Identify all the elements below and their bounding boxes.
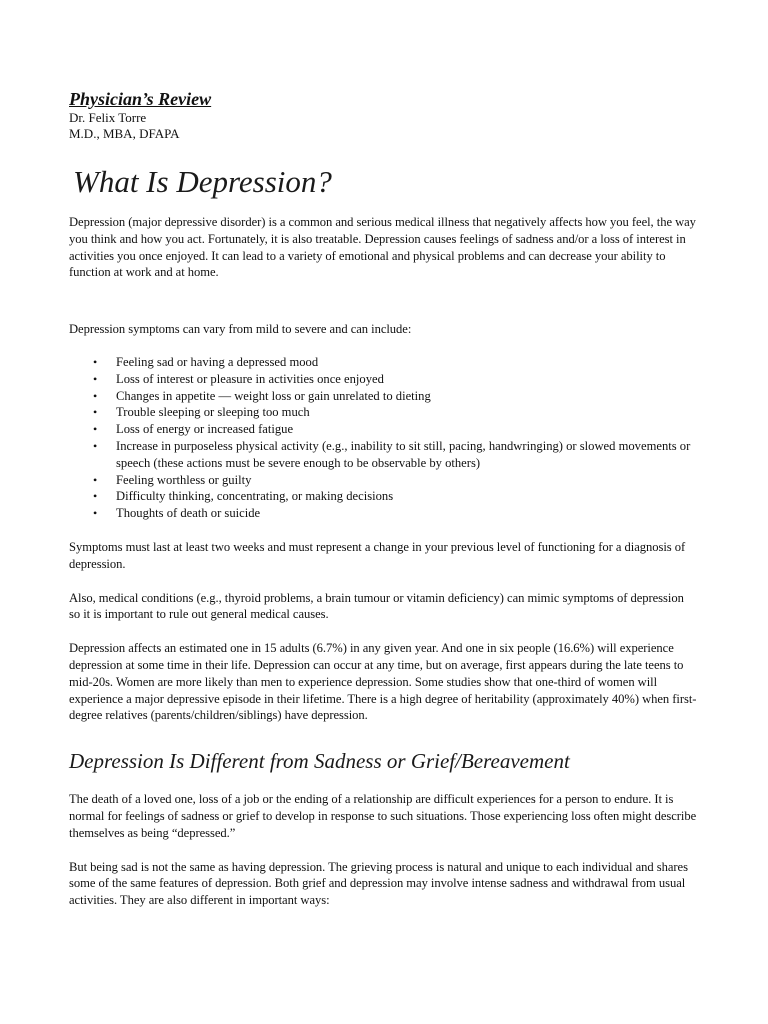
author-credentials: M.D., MBA, DFAPA: [69, 126, 180, 141]
bullet-icon: •: [93, 371, 98, 386]
symptom-text: Trouble sleeping or sleeping too much: [116, 405, 310, 420]
review-title: Physician’s Review: [69, 89, 212, 109]
author-name: Dr. Felix Torre: [69, 110, 147, 125]
list-item: [69, 404, 697, 421]
symptom-text: Changes in appetite — weight loss or gain unrelated to dieting: [116, 388, 431, 403]
symptoms-list: [69, 354, 697, 522]
list-item: [69, 505, 697, 522]
loss-paragraph: The death of a loved one, loss of a job or the ending of a relationship are difficult experiences for a person to endure. It is normal for feelings of sadness or grief to develop in response to such situations. Those experiencing loss often might describe themselves as being “depressed.”: [69, 792, 697, 840]
bullet-icon: •: [93, 489, 98, 504]
symptom-text: Loss of energy or increased fatigue: [116, 422, 294, 437]
symptoms-intro: Depression symptoms can vary from mild to severe and can include:: [69, 322, 412, 337]
list-item: [69, 371, 697, 388]
bullet-icon: •: [93, 472, 98, 487]
page-title: What Is Depression?: [73, 164, 332, 199]
symptom-text: Increase in purposeless physical activity (e.g., inability to sit still, pacing, handwringing) or slowed movements or speech (these actions must be severe enough to be observable by others): [116, 438, 691, 470]
bullet-icon: •: [93, 506, 98, 521]
bullet-icon: •: [93, 422, 98, 437]
sadness-vs-depression-paragraph: But being sad is not the same as having depression. The grieving process is natural and unique to each individual and shares some of the same features of depression. Both grief and depression may involve intense sadness and withdrawal from usual activities. They are also different in important ways:: [69, 859, 688, 908]
list-item: [69, 472, 697, 489]
symptom-text: Difficulty thinking, concentrating, or making decisions: [116, 489, 394, 504]
list-item: [69, 354, 697, 371]
prevalence-paragraph: Depression affects an estimated one in 15 adults (6.7%) in any given year. And one in six people (16.6%) will experience depression at some time in their life. Depression can occur at any time, but on average, first appears during the late teens to mid-20s. Women are more likely than men to experience depression. Some studies show that one-third of women will experience a major depressive episode in their lifetime. There is a high degree of heritability (approximately 40%) when first-degree relatives (parents/children/siblings) have depression.: [69, 641, 697, 723]
section-heading: Depression Is Different from Sadness or Grief/Bereavement: [69, 749, 570, 774]
list-item: [69, 388, 697, 405]
symptom-text: Thoughts of death or suicide: [116, 506, 261, 521]
list-item: [69, 438, 697, 472]
list-item: [69, 421, 697, 438]
symptom-text: Loss of interest or pleasure in activities once enjoyed: [116, 371, 384, 386]
list-item: [69, 488, 697, 505]
medical-causes-paragraph: Also, medical conditions (e.g., thyroid problems, a brain tumour or vitamin deficiency) can mimic symptoms of depression so it is important to rule out general medical causes.: [69, 590, 684, 622]
intro-paragraph: Depression (major depressive disorder) is a common and serious medical illness that negatively affects how you feel, the way you think and how you act. Fortunately, it is also treatable. Depression causes feelings of sadness and/or a loss of interest in activities you once enjoyed. It can lead to a variety of emotional and physical problems and can decrease your ability to function at work and at home.: [69, 215, 696, 280]
bullet-icon: •: [93, 354, 98, 369]
document-page: [69, 88, 697, 909]
duration-paragraph: Symptoms must last at least two weeks and must represent a change in your previous level of functioning for a diagnosis of depression.: [69, 539, 686, 571]
symptom-text: Feeling worthless or guilty: [116, 472, 252, 487]
bullet-icon: •: [93, 388, 98, 403]
bullet-icon: •: [93, 438, 98, 453]
symptom-text: Feeling sad or having a depressed mood: [116, 354, 319, 369]
bullet-icon: •: [93, 405, 98, 420]
